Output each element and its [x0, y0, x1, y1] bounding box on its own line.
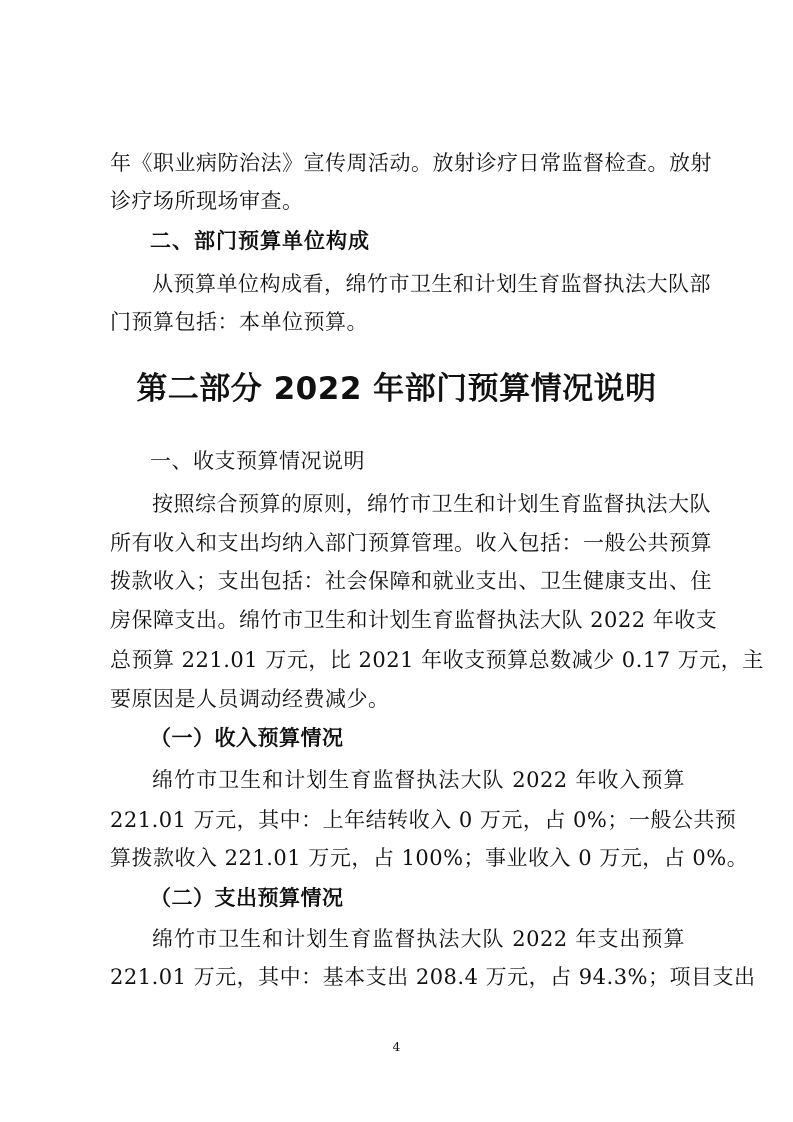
paragraph-line: 按照综合预算的原则，绵竹市卫生和计划生育监督执法大队 [152, 492, 711, 516]
paragraph-line: 总预算 221.01 万元，比 2021 年收支预算总数减少 0.17 万元，主 [110, 648, 764, 672]
paragraph-line: 221.01 万元，其中：基本支出 208.4 万元，占 94.3%；项目支出 [110, 965, 756, 989]
paragraph-line: 诊疗场所现场审查。 [110, 189, 304, 213]
paragraph-line: 要原因是人员调动经费减少。 [110, 687, 390, 711]
paragraph-line: 绵竹市卫生和计划生育监督执法大队 2022 年收入预算 [152, 768, 685, 792]
subsection-heading: （一）收入预算情况 [150, 725, 344, 750]
paragraph-line: 从预算单位构成看，绵竹市卫生和计划生育监督执法大队部 [152, 272, 711, 296]
paragraph-line: 拨款收入；支出包括：社会保障和就业支出、卫生健康支出、住 [110, 569, 712, 593]
paragraph-line: 房保障支出。绵竹市卫生和计划生育监督执法大队 2022 年收支 [110, 608, 718, 632]
paragraph-line: 算拨款收入 221.01 万元，占 100%；事业收入 0 万元，占 0%。 [110, 846, 749, 870]
part-title: 第二部分 2022 年部门预算情况说明 [136, 371, 657, 407]
section-heading: 一、收支预算情况说明 [150, 449, 365, 473]
paragraph-line: 221.01 万元，其中：上年结转收入 0 万元，占 0%；一般公共预 [110, 808, 737, 832]
page-number: 4 [392, 1040, 401, 1054]
paragraph-line: 所有收入和支出均纳入部门预算管理。收入包括：一般公共预算 [110, 531, 712, 555]
subsection-heading: （二）支出预算情况 [150, 885, 344, 910]
paragraph-line: 绵竹市卫生和计划生育监督执法大队 2022 年支出预算 [152, 927, 685, 951]
paragraph-line: 年《职业病防治法》宣传周活动。放射诊疗日常监督检查。放射 [110, 151, 712, 175]
paragraph-line: 门预算包括：本单位预算。 [110, 310, 368, 334]
section-heading: 二、部门预算单位构成 [150, 229, 370, 253]
